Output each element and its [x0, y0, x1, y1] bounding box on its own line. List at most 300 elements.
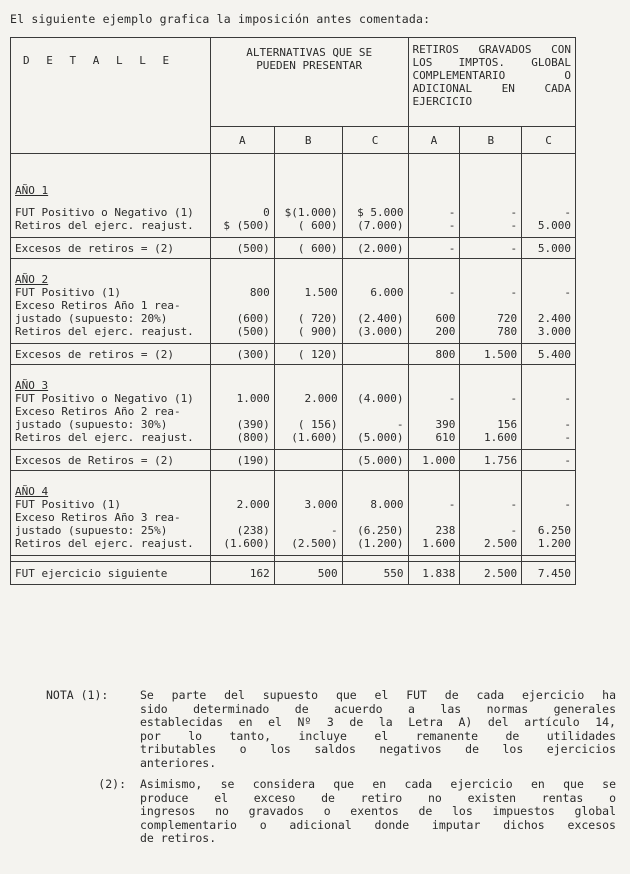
table-cell	[210, 485, 274, 498]
table-row	[11, 562, 576, 585]
value-text: 8.000	[370, 498, 404, 511]
column-letter: A	[408, 127, 460, 154]
table-row	[11, 511, 576, 537]
note-line: Asimismo, se considera que en cada ejercicio en que se	[140, 777, 616, 791]
column-letter: A	[210, 127, 274, 154]
note-label: (2):	[98, 777, 126, 791]
label-line: Exceso Retiros Año 3 rea-	[15, 511, 181, 524]
note-line: establecidas en el Nº 3 de la Letra A) del artículo 14,	[140, 715, 616, 729]
table-row	[11, 537, 576, 550]
value-text: (1.600)	[223, 537, 270, 550]
table-cell	[522, 379, 576, 392]
value-text: ( 900)	[297, 325, 338, 338]
table-cell	[210, 379, 274, 392]
label-line: Retiros del ejerc. reajust.	[15, 325, 194, 338]
value-text: 6.250	[537, 524, 571, 537]
table-cell	[11, 154, 211, 185]
table-cell	[522, 485, 576, 498]
value-cell	[460, 537, 522, 550]
table-cell	[342, 184, 408, 197]
value-cell: 1.756	[460, 450, 522, 471]
row-label	[11, 286, 211, 299]
table-row	[11, 450, 576, 471]
value-text: (390)	[236, 418, 270, 431]
note-line: anteriores.	[140, 755, 217, 770]
table-cell	[408, 379, 460, 392]
value-cell	[522, 325, 576, 338]
table-row	[11, 238, 576, 259]
value-text: 1.200	[537, 537, 571, 550]
table-cell	[210, 365, 274, 380]
table-row	[11, 154, 576, 185]
note-line: de retiros.	[140, 831, 217, 845]
header-line: COMPLEMENTARIO O	[412, 69, 571, 82]
label-line: justado (supuesto: 30%)	[15, 418, 168, 431]
value-cell	[210, 431, 274, 444]
value-text: 200	[435, 325, 456, 338]
value-cell: 1.838	[408, 562, 460, 585]
table-row	[11, 184, 576, 197]
note	[46, 778, 616, 846]
value-text: (2.400)	[357, 312, 404, 325]
value-cell: (2.000)	[342, 238, 408, 259]
label-line: justado (supuesto: 25%)	[15, 524, 168, 537]
row-label	[11, 405, 211, 431]
value-text: 610	[435, 431, 456, 444]
value-text: ( 720)	[297, 312, 338, 325]
final-label: FUT ejercicio siguiente	[11, 562, 211, 585]
value-text: -	[510, 219, 518, 232]
value-cell	[342, 392, 408, 405]
value-text: -	[510, 524, 518, 537]
row-label	[11, 431, 211, 444]
value-cell	[408, 431, 460, 444]
fut-table	[10, 37, 576, 585]
table-cell	[210, 273, 274, 286]
value-text: -	[510, 286, 518, 299]
value-text: -	[564, 431, 571, 444]
value-cell	[210, 405, 274, 431]
table-row	[11, 259, 576, 274]
value-cell	[408, 206, 460, 219]
value-text: 1.600	[484, 431, 518, 444]
value-cell	[274, 498, 342, 511]
label-line: FUT Positivo (1)	[15, 286, 121, 299]
table-row	[11, 379, 576, 392]
note-line: por lo tanto, incluye el remanente de utilidades	[140, 728, 616, 743]
value-text: ( 156)	[297, 418, 338, 431]
value-cell	[342, 286, 408, 299]
table-cell	[342, 379, 408, 392]
value-text: 1.600	[422, 537, 456, 550]
label-line: Exceso Retiros Año 2 rea-	[15, 405, 181, 418]
table-cell	[460, 154, 522, 185]
value-text: (800)	[236, 431, 270, 444]
table-row	[11, 286, 576, 299]
value-text: (238)	[236, 524, 270, 537]
label-line: Retiros del ejerc. reajust.	[15, 219, 194, 232]
table-row	[11, 485, 576, 498]
value-text: (1.600)	[291, 431, 338, 444]
value-text: (3.000)	[357, 325, 404, 338]
table-row	[11, 365, 576, 380]
column-letter: C	[522, 127, 576, 154]
value-cell	[274, 286, 342, 299]
value-cell: 1.500	[460, 344, 522, 365]
value-text: 2.500	[484, 537, 518, 550]
table-row	[11, 431, 576, 444]
table-cell	[342, 485, 408, 498]
value-text: 720	[497, 312, 518, 325]
table-cell	[11, 365, 211, 380]
table-cell	[522, 197, 576, 206]
table-cell	[342, 154, 408, 185]
header-line: EJERCICIO	[412, 95, 473, 108]
table-cell	[274, 379, 342, 392]
header-line: ALTERNATIVAS QUE SE	[246, 46, 373, 59]
table-row	[11, 498, 576, 511]
value-cell	[522, 431, 576, 444]
value-cell	[408, 286, 460, 299]
row-label	[11, 537, 211, 550]
value-text: -	[510, 392, 518, 405]
value-text: 238	[435, 524, 456, 537]
table-cell	[274, 184, 342, 197]
table-cell	[460, 184, 522, 197]
table-cell	[274, 197, 342, 206]
row-label	[11, 325, 211, 338]
value-text: -	[448, 392, 456, 405]
table-cell	[522, 259, 576, 274]
value-text: (7.000)	[357, 219, 404, 232]
value-cell	[522, 498, 576, 511]
value-cell	[460, 206, 522, 219]
table-cell	[210, 184, 274, 197]
value-text: $ 5.000	[357, 206, 404, 219]
row-label	[11, 498, 211, 511]
value-text: -	[396, 418, 404, 431]
value-text: (4.000)	[357, 392, 404, 405]
value-text: -	[564, 498, 571, 511]
note-line: complementario o adicional donde imputar dichos excesos	[140, 817, 616, 832]
value-text: 2.000	[236, 498, 270, 511]
value-cell	[460, 219, 522, 232]
value-cell	[210, 286, 274, 299]
value-cell	[460, 286, 522, 299]
table-cell	[210, 471, 274, 486]
table-cell	[408, 273, 460, 286]
value-text: ( 600)	[297, 219, 338, 232]
column-letter: B	[460, 127, 522, 154]
value-text: 1.500	[304, 286, 338, 299]
table-cell	[522, 273, 576, 286]
table-cell	[460, 197, 522, 206]
table-cell	[342, 471, 408, 486]
value-cell: 1.000	[408, 450, 460, 471]
table-row	[11, 344, 576, 365]
table-cell	[460, 485, 522, 498]
label-line: Retiros del ejerc. reajust.	[15, 537, 194, 550]
value-text: 6.000	[370, 286, 404, 299]
year-title: AÑO 4	[11, 485, 211, 498]
table-cell	[11, 471, 211, 486]
label-line: FUT Positivo o Negativo (1)	[15, 392, 194, 405]
table-cell	[460, 273, 522, 286]
value-text: (500)	[236, 325, 270, 338]
table-cell	[460, 259, 522, 274]
table-cell	[522, 365, 576, 380]
year-title: AÑO 1	[11, 184, 211, 197]
value-cell	[408, 392, 460, 405]
value-cell	[274, 392, 342, 405]
intro-text: El siguiente ejemplo grafica la imposición antes comentada:	[10, 12, 431, 26]
value-cell	[408, 498, 460, 511]
table-row	[11, 38, 576, 127]
value-cell	[210, 325, 274, 338]
table-row	[11, 273, 576, 286]
value-cell	[408, 219, 460, 232]
table-row	[11, 299, 576, 325]
value-text: 1.000	[236, 392, 270, 405]
row-label	[11, 206, 211, 219]
value-text: (5.000)	[357, 431, 404, 444]
table-row	[11, 325, 576, 338]
note	[46, 689, 616, 770]
note-text	[140, 689, 616, 770]
row-label	[11, 392, 211, 405]
row-label	[11, 219, 211, 232]
note-line: produce el exceso de retiro no existen rentas o	[140, 790, 616, 805]
table-cell	[408, 184, 460, 197]
header-alternativas	[210, 38, 408, 127]
value-cell: 550	[342, 562, 408, 585]
value-text: -	[331, 524, 338, 537]
value-cell	[210, 299, 274, 325]
value-cell	[274, 405, 342, 431]
value-cell: -	[408, 238, 460, 259]
value-cell	[274, 206, 342, 219]
value-cell: 500	[274, 562, 342, 585]
value-text: (1.200)	[357, 537, 404, 550]
value-cell	[408, 325, 460, 338]
table-row	[11, 197, 576, 206]
table-cell	[522, 154, 576, 185]
value-text: 2.000	[304, 392, 338, 405]
value-cell	[460, 299, 522, 325]
value-cell	[342, 405, 408, 431]
value-cell	[522, 537, 576, 550]
value-cell: ( 600)	[274, 238, 342, 259]
table-cell	[408, 485, 460, 498]
value-text: -	[448, 206, 456, 219]
value-cell	[342, 498, 408, 511]
value-cell	[522, 219, 576, 232]
year-title: AÑO 2	[11, 273, 211, 286]
table-row	[11, 405, 576, 431]
value-text: 2.400	[537, 312, 571, 325]
value-text: $ (500)	[223, 219, 270, 232]
table-cell	[210, 197, 274, 206]
value-cell	[522, 405, 576, 431]
note-text	[140, 778, 616, 846]
value-text: -	[448, 498, 456, 511]
value-cell: -	[460, 238, 522, 259]
value-cell	[342, 299, 408, 325]
value-text: -	[564, 206, 571, 219]
value-text: -	[448, 286, 456, 299]
value-cell: (5.000)	[342, 450, 408, 471]
value-text: -	[448, 219, 456, 232]
note-line: Se parte del supuesto que el FUT de cada ejercicio ha	[140, 688, 616, 702]
year-title: AÑO 3	[11, 379, 211, 392]
value-cell: 800	[408, 344, 460, 365]
value-cell	[342, 344, 408, 365]
note-label: NOTA (1):	[46, 688, 109, 702]
value-text: -	[564, 392, 571, 405]
header-line: ADICIONAL EN CADA	[412, 82, 571, 95]
note-line: sido determinado de acuerdo a las normas generales	[140, 701, 616, 716]
value-cell	[408, 537, 460, 550]
column-letter: C	[342, 127, 408, 154]
value-cell: 5.400	[522, 344, 576, 365]
label-line: justado (supuesto: 20%)	[15, 312, 168, 325]
value-cell: (500)	[210, 238, 274, 259]
header-line: LOS IMPTOS. GLOBAL	[412, 56, 571, 69]
table-cell	[210, 154, 274, 185]
table-cell	[522, 471, 576, 486]
table-cell	[460, 365, 522, 380]
value-cell	[460, 405, 522, 431]
table-cell	[460, 379, 522, 392]
value-cell	[274, 431, 342, 444]
value-text: (6.250)	[357, 524, 404, 537]
table-cell	[342, 259, 408, 274]
label-line: Exceso Retiros Año 1 rea-	[15, 299, 181, 312]
value-cell	[342, 206, 408, 219]
value-cell	[342, 325, 408, 338]
value-cell: 5.000	[522, 238, 576, 259]
value-cell	[274, 537, 342, 550]
value-text: 0	[263, 206, 270, 219]
row-label	[11, 299, 211, 325]
table-cell	[342, 273, 408, 286]
label-line: FUT Positivo (1)	[15, 498, 121, 511]
excess-label: Excesos de Retiros = (2)	[11, 450, 211, 471]
table-cell	[408, 197, 460, 206]
note-line: ingresos no gravados o exentos de los impuestos global	[140, 804, 616, 818]
table-cell	[408, 259, 460, 274]
table-cell	[11, 259, 211, 274]
value-cell	[460, 511, 522, 537]
value-cell: ( 120)	[274, 344, 342, 365]
value-cell	[460, 498, 522, 511]
header-detalle: D E T A L L E	[11, 38, 211, 154]
table-cell	[274, 273, 342, 286]
label-line: FUT Positivo o Negativo (1)	[15, 206, 194, 219]
value-cell	[408, 299, 460, 325]
table-cell	[342, 197, 408, 206]
value-text: (600)	[236, 312, 270, 325]
value-cell	[274, 450, 342, 471]
value-cell	[210, 498, 274, 511]
table-cell	[274, 259, 342, 274]
value-cell	[522, 392, 576, 405]
table-cell	[274, 485, 342, 498]
note-line: tributables o los saldos negativos de los ejercicios	[140, 742, 616, 756]
table-row	[11, 206, 576, 219]
table-row	[11, 471, 576, 486]
table-cell	[460, 471, 522, 486]
value-cell	[522, 299, 576, 325]
header-retiros	[408, 38, 575, 127]
value-text: (2.500)	[291, 537, 338, 550]
table-cell	[408, 154, 460, 185]
table-cell	[274, 365, 342, 380]
value-cell	[522, 286, 576, 299]
value-cell: 162	[210, 562, 274, 585]
value-text: $(1.000)	[284, 206, 338, 219]
table-cell	[11, 197, 211, 206]
value-text: -	[510, 498, 518, 511]
value-cell: (190)	[210, 450, 274, 471]
value-cell	[210, 392, 274, 405]
table-cell	[274, 154, 342, 185]
value-cell	[210, 206, 274, 219]
value-text: 780	[497, 325, 518, 338]
value-cell	[460, 431, 522, 444]
value-cell	[522, 511, 576, 537]
value-cell	[522, 206, 576, 219]
value-cell: -	[522, 450, 576, 471]
table-cell	[274, 471, 342, 486]
value-cell: 7.450	[522, 562, 576, 585]
value-text: -	[564, 418, 571, 431]
value-cell	[408, 511, 460, 537]
table-row	[11, 219, 576, 232]
value-text: -	[564, 286, 571, 299]
value-cell	[210, 219, 274, 232]
value-cell	[342, 537, 408, 550]
value-cell	[342, 219, 408, 232]
value-cell	[342, 431, 408, 444]
value-cell	[274, 325, 342, 338]
value-cell	[210, 537, 274, 550]
value-cell	[274, 511, 342, 537]
notes-section	[46, 689, 616, 854]
value-cell	[274, 219, 342, 232]
table-row	[11, 392, 576, 405]
value-text: 390	[435, 418, 456, 431]
value-cell: (300)	[210, 344, 274, 365]
value-text: 5.000	[537, 219, 571, 232]
label-line: Retiros del ejerc. reajust.	[15, 431, 194, 444]
value-cell	[460, 392, 522, 405]
table-cell	[408, 365, 460, 380]
value-cell	[342, 511, 408, 537]
excess-label: Excesos de retiros = (2)	[11, 238, 211, 259]
value-text: 600	[435, 312, 456, 325]
column-letter: B	[274, 127, 342, 154]
value-cell	[408, 405, 460, 431]
row-label	[11, 511, 211, 537]
table-cell	[522, 184, 576, 197]
value-cell	[210, 511, 274, 537]
header-line: RETIROS GRAVADOS CON	[412, 43, 571, 56]
excess-label: Excesos de retiros = (2)	[11, 344, 211, 365]
value-cell: 2.500	[460, 562, 522, 585]
value-cell	[274, 299, 342, 325]
header-line: PUEDEN PRESENTAR	[256, 59, 363, 72]
